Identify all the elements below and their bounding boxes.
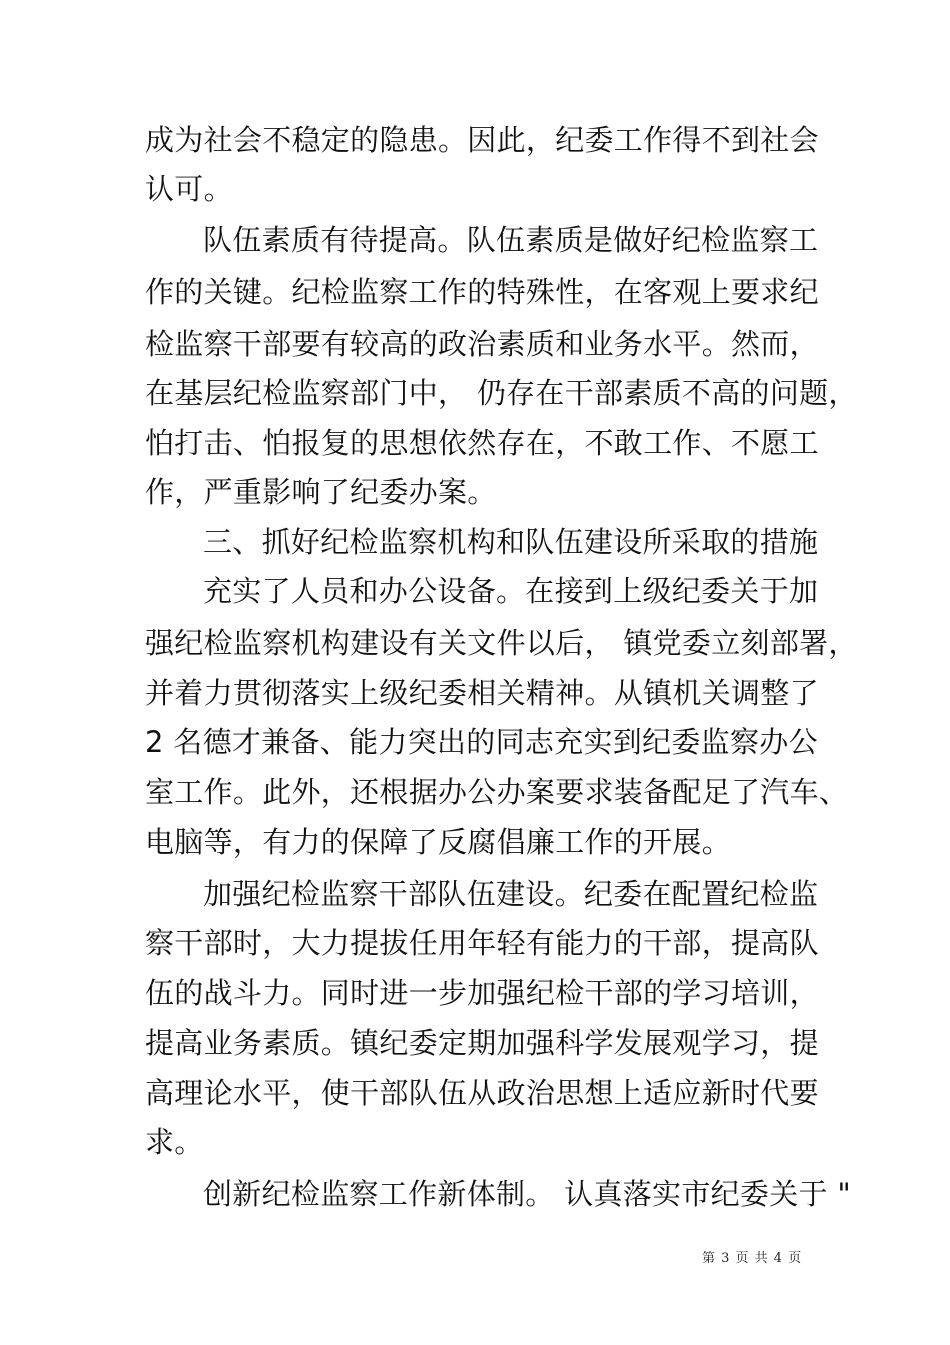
text-line: 在基层纪检监察部门中， 仍存在干部素质不高的问题， <box>145 376 858 410</box>
text-line: 伍的战斗力。同时进一步加强纪检干部的学习培训， <box>145 976 819 1010</box>
text-line: 并着力贯彻落实上级纪委相关精神。从镇机关调整了 <box>145 676 819 710</box>
text-line: 2 名德才兼备、能力突出的同志充实到纪委监察办公 <box>145 725 818 759</box>
paragraph-start-line: 充实了人员和办公设备。在接到上级纪委关于加 <box>203 574 819 608</box>
text-line: 察干部时，大力提拔任用年轻有能力的干部，提高队 <box>145 926 819 960</box>
text-line: 提高业务素质。镇纪委定期加强科学发展观学习，提 <box>145 1026 819 1060</box>
text-line: 检监察干部要有较高的政治素质和业务水平。然而， <box>145 327 819 361</box>
text-line: 怕打击、怕报复的思想依然存在，不敢工作、不愿工 <box>145 426 819 460</box>
text-line: 强纪检监察机构建设有关文件以后， 镇党委立刻部署， <box>145 626 858 660</box>
text-line: 室工作。此外，还根据办公办案要求装备配足了汽车、 <box>145 775 849 809</box>
section-heading: 三、抓好纪检监察机构和队伍建设所采取的措施 <box>203 525 819 559</box>
text-line: 成为社会不稳定的隐患。因此，纪委工作得不到社会 <box>145 123 819 157</box>
page-number-footer: 第 3 页 共 4 页 <box>702 1251 802 1266</box>
text-line: 求。 <box>145 1125 204 1159</box>
text-line: 作，严重影响了纪委办案。 <box>145 475 497 509</box>
text-line: 作的关键。纪检监察工作的特殊性，在客观上要求纪 <box>145 275 819 309</box>
paragraph-start-line: 加强纪检监察干部队伍建设。纪委在配置纪检监 <box>203 877 819 911</box>
paragraph-start-line: 队伍素质有待提高。队伍素质是做好纪检监察工 <box>203 223 819 257</box>
text-line: 高理论水平，使干部队伍从政治思想上适应新时代要 <box>145 1076 819 1110</box>
text-line: 认可。 <box>145 172 233 206</box>
text-line: 电脑等，有力的保障了反腐倡廉工作的开展。 <box>145 825 732 859</box>
paragraph-start-line: 创新纪检监察工作新体制。 认真落实市纪委关于 " <box>203 1177 851 1211</box>
